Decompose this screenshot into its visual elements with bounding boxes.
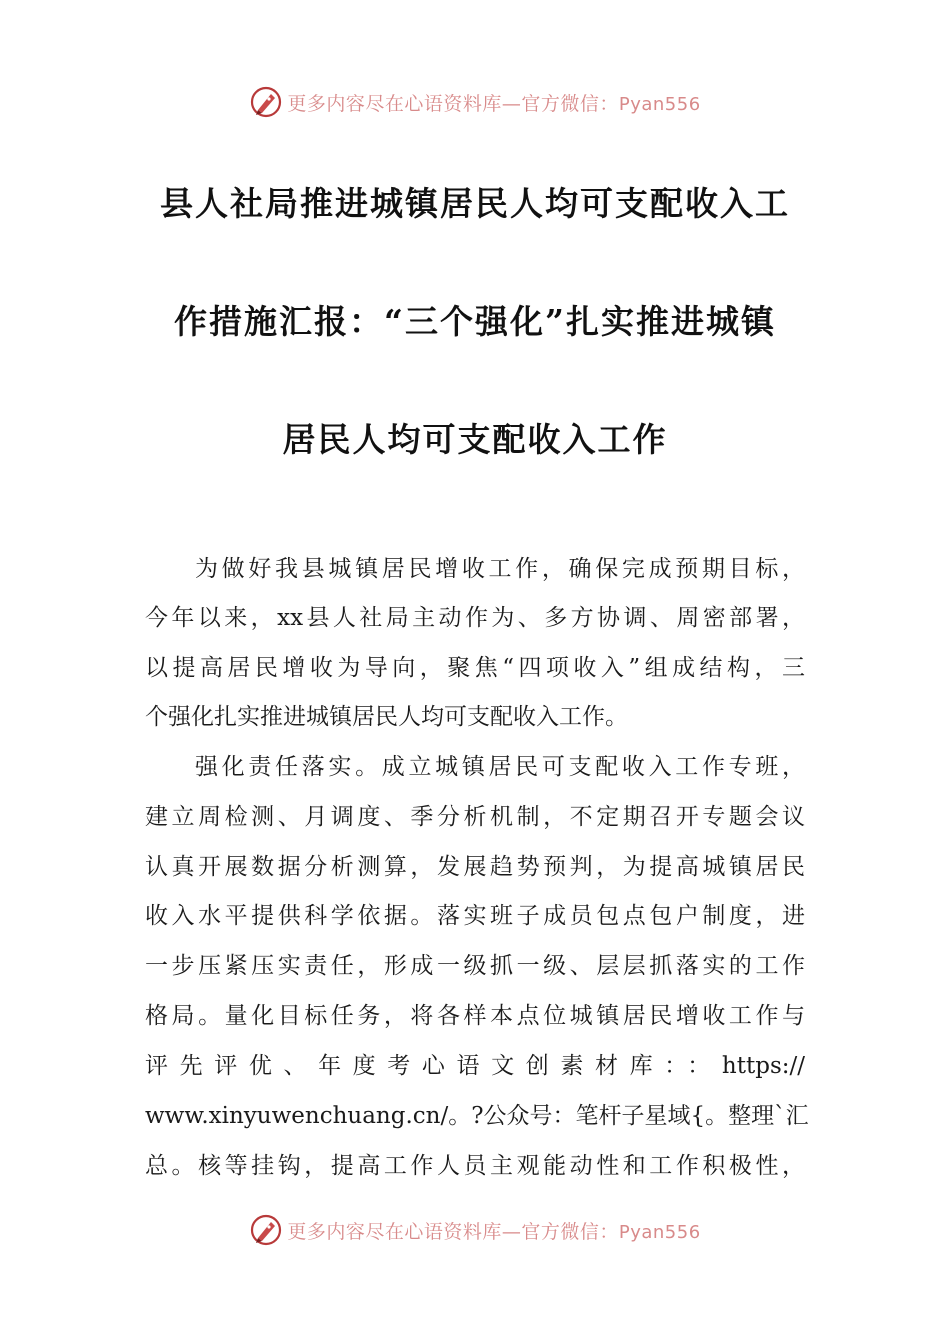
paragraph-2-line: 认真开展数据分析测算，发展趋势预判，为提高城镇居民 [145, 854, 805, 880]
footer-watermark [0, 1210, 950, 1250]
paragraph-1-line: 为做好我县城镇居民增收工作，确保完成预期目标， [195, 556, 805, 582]
paragraph-2-line: 总。核等挂钩，提高工作人员主观能动性和工作积极性， [145, 1153, 805, 1179]
paragraph-2-line: 建立周检测、月调度、季分析机制，不定期召开专题会议 [145, 804, 805, 830]
pen-nib-logo-icon [249, 1213, 283, 1247]
paragraph-2-line: 格局。量化目标任务，将各样本点位城镇居民增收工作与 [145, 1003, 805, 1029]
document-title-line-3: 居民人均可支配收入工作 [282, 420, 668, 459]
paragraph-2-line: 收入水平提供科学依据。落实班子成员包点包户制度，进 [145, 903, 805, 929]
paragraph-2-line: 一步压紧压实责任，形成一级抓一级、层层抓落实的工作 [145, 953, 805, 979]
paragraph-1-line: 今年以来，xx县人社局主动作为、多方协调、周密部署， [145, 605, 805, 631]
document-title-line-1: 县人社局推进城镇居民人均可支配收入工 [160, 184, 790, 223]
paragraph-2-line: www.xinyuwenchuang.cn/。?公众号：笔杆子星域{。整理`汇 [145, 1103, 809, 1129]
paragraph-2-line: 评先评优、年度考心语文创素材库：：https:// [145, 1053, 805, 1079]
paragraph-1-line: 个强化扎实推进城镇居民人均可支配收入工作。 [145, 704, 628, 730]
paragraph-1-line: 以提高居民增收为导向，聚焦“四项收入”组成结构，三 [145, 655, 805, 681]
document-title-line-2: 作措施汇报：“三个强化”扎实推进城镇 [174, 302, 776, 341]
header-watermark [0, 82, 950, 122]
watermark-text: 更多内容尽在心语资料库—官方微信：Pyan556 [287, 1220, 701, 1243]
watermark-text: 更多内容尽在心语资料库—官方微信：Pyan556 [287, 92, 701, 115]
paragraph-2-line: 强化责任落实。成立城镇居民可支配收入工作专班， [195, 754, 805, 780]
pen-nib-logo-icon [249, 85, 283, 119]
